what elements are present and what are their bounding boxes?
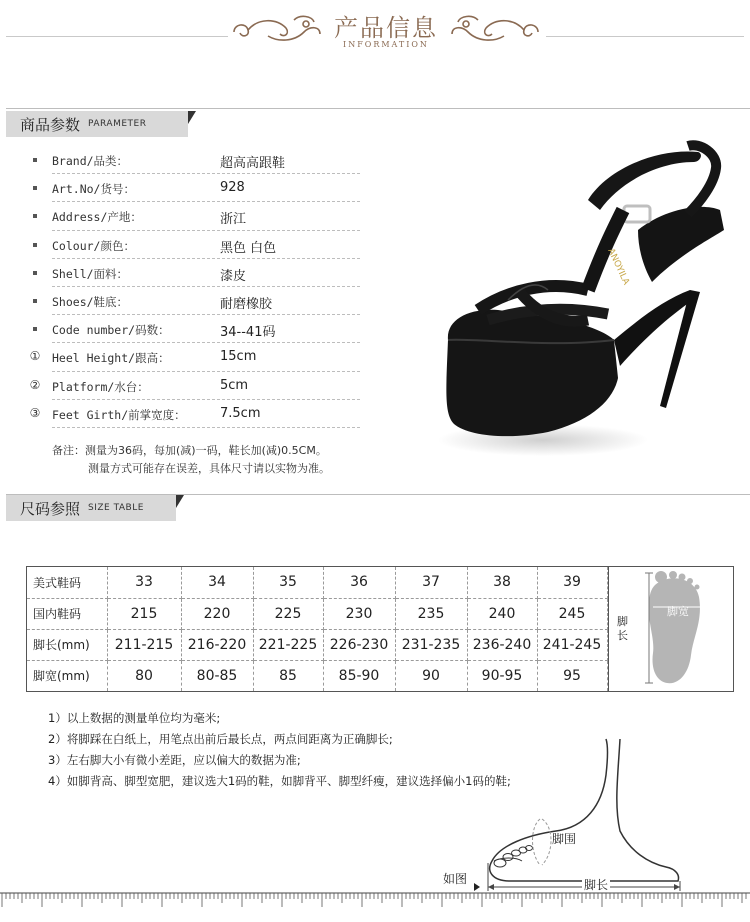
- size-cell: 90: [395, 660, 467, 691]
- parameter-label: Feet Girth/前掌宽度：: [52, 407, 186, 422]
- size-cell: 226-230: [323, 629, 395, 660]
- size-cell: 221-225: [253, 629, 323, 660]
- parameter-value: 超高高跟鞋: [220, 156, 286, 171]
- size-cell: 34: [181, 567, 253, 598]
- size-row-header: 脚长(mm): [27, 629, 107, 660]
- note-item: 2）将脚踩在白纸上，用笔点出前后最长点，两点间距离为正确脚长;: [48, 732, 393, 746]
- size-cell: 231-235: [395, 629, 467, 660]
- size-cell: 241-245: [537, 629, 607, 660]
- parameter-value: 漆皮: [220, 268, 247, 284]
- note-item: 4）如脚背高、脚型宽肥，建议选大1码的鞋，如脚背平、脚型纤瘦，建议选择偏小1码的鞋;: [48, 774, 511, 788]
- size-cell: 37: [395, 567, 467, 598]
- parameter-label: Address/产地：: [52, 210, 142, 225]
- size-title-cn: 尺码参照: [20, 499, 81, 518]
- parameter-bullet: ③: [29, 405, 41, 420]
- size-cell: 240: [467, 598, 537, 629]
- header-divider-left: [6, 36, 228, 37]
- parameter-label: Brand/品类：: [52, 154, 129, 168]
- note-item: 1）以上数据的测量单位均为毫米;: [48, 711, 221, 725]
- parameter-value: 34--41码: [220, 325, 276, 341]
- parameter-row: [52, 231, 360, 259]
- high-heel-sandal-icon: [438, 140, 738, 470]
- size-section-bar: [6, 495, 176, 521]
- parameter-label: Colour/颜色：: [52, 238, 135, 253]
- size-row: [27, 598, 607, 629]
- parameter-section-bar: [6, 111, 188, 137]
- as-shown-label: 如图: [443, 872, 468, 886]
- size-cell: 38: [467, 567, 537, 598]
- parameter-label: Code number/码数：: [52, 323, 170, 338]
- parameter-title-cn: 商品参数: [20, 115, 81, 134]
- parameter-label: Platform/水台：: [52, 379, 149, 394]
- size-row: [27, 567, 607, 598]
- size-row: [27, 660, 607, 691]
- size-title-en: SIZE TABLE: [88, 503, 144, 513]
- footprint-panel: [608, 567, 734, 691]
- parameter-value: 耐磨橡胶: [220, 296, 273, 312]
- parameter-row: [52, 146, 360, 174]
- info-header: [0, 0, 750, 60]
- parameter-value: 黑色 白色: [220, 240, 277, 256]
- parameter-row: [29, 372, 360, 400]
- foot-width-label: 脚宽: [667, 605, 689, 618]
- parameter-value: 浙江: [220, 212, 247, 228]
- svg-text:ANOYILA: ANOYILA: [605, 247, 631, 287]
- foot-length-label: 脚长: [617, 615, 628, 642]
- size-cell: 95: [537, 660, 607, 691]
- parameter-list: [26, 146, 366, 428]
- parameter-row: [52, 259, 360, 287]
- header-subtitle: INFORMATION: [343, 40, 429, 49]
- parameter-bullet: ②: [29, 377, 41, 392]
- bar-tail: [176, 495, 184, 508]
- parameter-value: 7.5cm: [220, 405, 261, 421]
- size-cell: 85: [253, 660, 323, 691]
- parameter-bullet: ①: [29, 349, 41, 364]
- size-cell: 33: [107, 567, 181, 598]
- size-cell: 245: [537, 598, 607, 629]
- parameter-value: 928: [220, 180, 245, 196]
- size-row-header: 美式鞋码: [27, 567, 107, 598]
- foot-girth-label: 脚围: [552, 832, 577, 846]
- parameter-row: [52, 287, 360, 315]
- size-cell: 216-220: [181, 629, 253, 660]
- header-divider-right: [546, 36, 744, 37]
- foot-measure-icon: [430, 735, 730, 895]
- size-cell: 225: [253, 598, 323, 629]
- header-title: 产品信息: [334, 14, 438, 42]
- parameter-label: Heel Height/跟高：: [52, 351, 170, 366]
- parameter-value: 5cm: [220, 377, 249, 393]
- size-cell: 35: [253, 567, 323, 598]
- parameter-row: [52, 202, 360, 230]
- parameter-row: [29, 400, 360, 428]
- bar-tail: [188, 111, 196, 124]
- size-row: [27, 629, 607, 660]
- parameter-row: [29, 343, 360, 371]
- size-cell: 36: [323, 567, 395, 598]
- size-grid: [27, 567, 608, 691]
- foot-length-label: 脚长: [584, 878, 609, 892]
- size-cell: 236-240: [467, 629, 537, 660]
- size-cell: 235: [395, 598, 467, 629]
- parameter-row: [52, 174, 360, 202]
- remark-line-2: 测量方式可能存在误差，具体尺寸请以实物为准。: [88, 462, 330, 475]
- parameter-label: Shoes/鞋底：: [52, 294, 129, 309]
- size-cell: 90-95: [467, 660, 537, 691]
- ruler-icon: [0, 892, 750, 922]
- size-cell: 230: [323, 598, 395, 629]
- swirl-ornament-icon: [228, 12, 324, 46]
- size-cell: 80: [107, 660, 181, 691]
- section-divider: [6, 108, 750, 109]
- size-row-header: 国内鞋码: [27, 598, 107, 629]
- swirl-ornament-icon: [448, 12, 544, 46]
- size-cell: 220: [181, 598, 253, 629]
- parameter-value: 15cm: [220, 349, 257, 365]
- parameter-row: [52, 315, 360, 343]
- size-cell: 80-85: [181, 660, 253, 691]
- size-cell: 211-215: [107, 629, 181, 660]
- size-cell: 215: [107, 598, 181, 629]
- remark-line-1: 备注：测量为36码，每加(减)一码，鞋长加(减)0.5CM。: [52, 444, 327, 457]
- size-cell: 39: [537, 567, 607, 598]
- size-cell: 85-90: [323, 660, 395, 691]
- note-item: 3）左右脚大小有微小差距，应以偏大的数据为准;: [48, 753, 301, 767]
- parameter-title-en: PARAMETER: [88, 119, 147, 129]
- parameter-label: Shell/面料：: [52, 266, 129, 281]
- size-table: [26, 566, 734, 692]
- size-row-header: 脚宽(mm): [27, 660, 107, 691]
- parameter-label: Art.No/货号：: [52, 182, 135, 197]
